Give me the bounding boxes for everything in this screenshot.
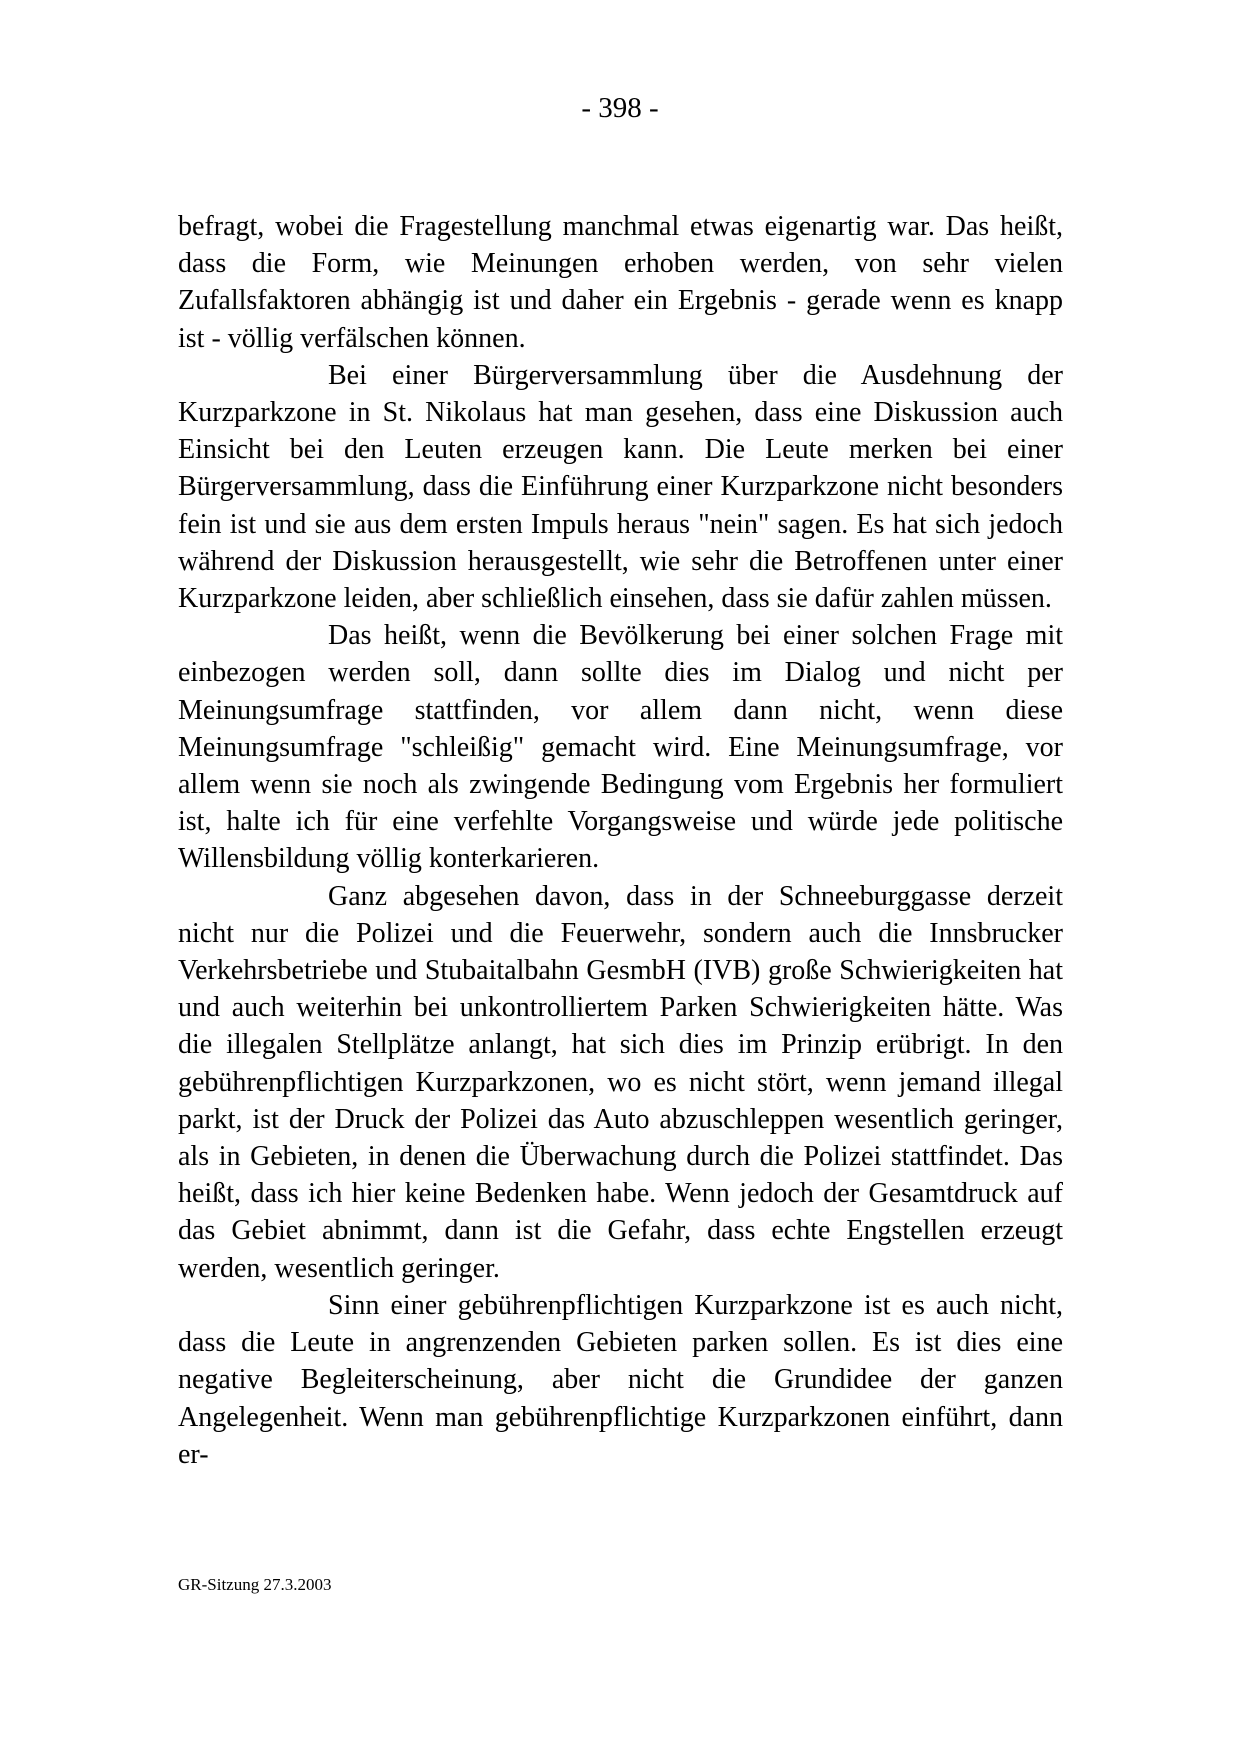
paragraph-5: Sinn einer gebührenpflichtigen Kurzparkzone ist es auch nicht, dass die Leute in angrenzenden Gebieten parken sollen. Es ist dies eine negative Begleiterscheinung, aber nicht die Grundidee der ganzen Angelegenheit. Wenn man gebührenpflichtige Kurzparkzonen einführt, dann er-	[178, 1289, 1063, 1470]
paragraph-4: Ganz abgesehen davon, dass in der Schneeburggasse derzeit nicht nur die Polizei und die Feuerwehr, sondern auch die Innsbrucker Verkehrsbetriebe und Stubaitalbahn GesmbH (IVB) große Schwierigkeiten hat und auch weiterhin bei unkontrolliertem Parken Schwierigkeiten hätte. Was die illegalen Stellplätze anlangt, hat sich dies im Prinzip erübrigt. In den gebührenpflichtigen Kurzparkzonen, wo es nicht stört, wenn jemand illegal parkt, ist der Druck der Polizei das Auto abzuschleppen wesentlich geringer, als in Gebieten, in denen die Überwachung durch die Polizei stattfindet. Das heißt, dass ich hier keine Bedenken habe. Wenn jedoch der Gesamtdruck auf das Gebiet abnimmt, dann ist die Gefahr, dass echte Engstellen erzeugt werden, wesentlich geringer.	[178, 880, 1063, 1284]
paragraph-2: Bei einer Bürgerversammlung über die Ausdehnung der Kurzparkzone in St. Nikolaus hat man gesehen, dass eine Diskussion auch Einsicht bei den Leuten erzeugen kann. Die Leute merken bei einer Bürgerversammlung, dass die Einführung einer Kurzparkzone nicht besonders fein ist und sie aus dem ersten Impuls heraus "nein" sagen. Es hat sich jedoch während der Diskussion herausgestellt, wie sehr die Betroffenen unter einer Kurzparkzone leiden, aber schließlich einsehen, dass sie dafür zahlen müssen.	[178, 359, 1063, 615]
footer-session-date: GR-Sitzung 27.3.2003	[178, 1575, 332, 1594]
paragraph-3: Das heißt, wenn die Bevölkerung bei einer solchen Frage mit einbezogen werden soll, dann sollte dies im Dialog und nicht per Meinungsumfrage stattfinden, vor allem dann nicht, wenn diese Meinungsumfrage "schleißig" gemacht wird. Eine Meinungsumfrage, vor allem wenn sie noch als zwingende Bedingung vom Ergebnis her formuliert ist, halte ich für eine verfehlte Vorgangsweise und würde jede politische Willensbildung völlig konterkarieren.	[178, 620, 1063, 875]
page-number: - 398 -	[581, 92, 659, 124]
paragraph-1: befragt, wobei die Fragestellung manchmal etwas eigenartig war. Das heißt, dass die Form, wie Meinungen erhoben werden, von sehr vielen Zufallsfaktoren abhängig ist und daher ein Ergebnis - gerade wenn es knapp ist - völlig verfälschen können.	[178, 211, 1063, 354]
body-text	[178, 208, 1063, 1473]
